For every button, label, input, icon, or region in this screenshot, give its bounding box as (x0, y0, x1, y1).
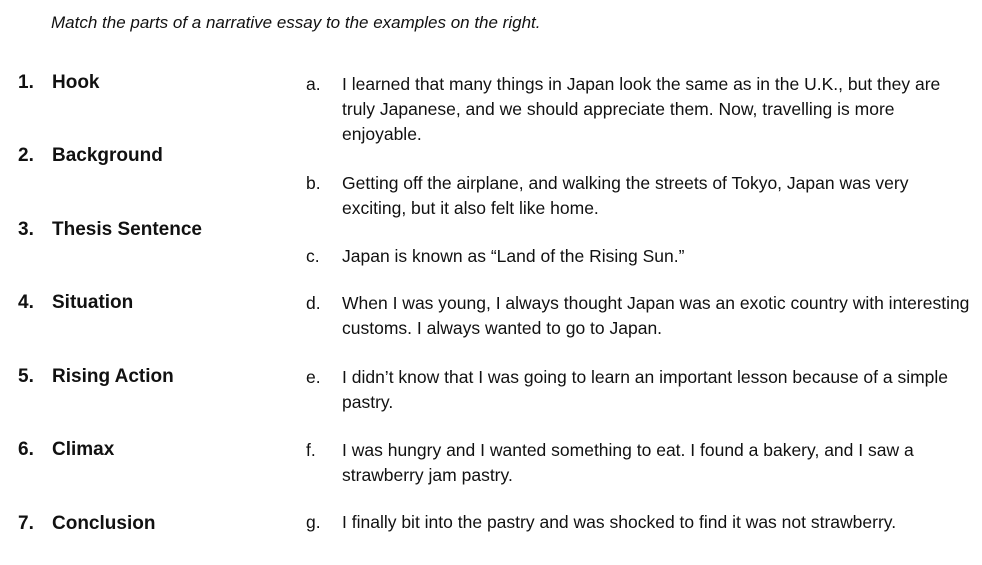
example-item-f (306, 438, 976, 488)
part-number: 4. (18, 292, 34, 313)
example-item-a (306, 72, 976, 147)
example-item-c (306, 244, 976, 269)
part-label: Hook (52, 72, 100, 93)
part-label: Situation (52, 292, 134, 313)
part-label: Rising Action (52, 366, 174, 387)
example-text: I was hungry and I wanted something to eat. I found a bakery, and I saw a strawberry jam pastry. (342, 440, 914, 485)
example-letter: e. (306, 367, 321, 387)
example-text: Japan is known as “Land of the Rising Sun.” (342, 246, 685, 266)
example-letter: f. (306, 440, 316, 460)
example-text: I finally bit into the pastry and was shocked to find it was not strawberry. (342, 512, 897, 532)
part-label: Background (52, 145, 163, 166)
example-letter: d. (306, 293, 321, 313)
example-text: Getting off the airplane, and walking the streets of Tokyo, Japan was very exciting, but it also felt like home. (342, 173, 909, 218)
example-letter: g. (306, 512, 321, 532)
example-text: I didn’t know that I was going to learn an important lesson because of a simple pastry. (342, 367, 949, 412)
example-item-g (306, 510, 976, 535)
example-text: When I was young, I always thought Japan was an exotic country with interesting customs. I always wanted to go to Japan. (342, 293, 970, 338)
part-item-conclusion (18, 513, 155, 535)
example-item-d (306, 291, 976, 341)
part-number: 6. (18, 439, 34, 460)
part-number: 7. (18, 513, 34, 534)
part-label: Climax (52, 439, 115, 460)
example-letter: a. (306, 74, 321, 94)
example-letter: b. (306, 173, 321, 193)
part-label: Thesis Sentence (52, 219, 202, 240)
part-item-background (18, 145, 163, 167)
example-text: I learned that many things in Japan look the same as in the U.K., but they are truly Japanese, and we should appreciate them. Now, travelling is more enjoyable. (342, 74, 941, 144)
example-item-b (306, 171, 976, 221)
part-number: 1. (18, 72, 34, 93)
part-item-thesis-sentence (18, 219, 202, 241)
part-label: Conclusion (52, 513, 156, 534)
part-item-climax (18, 439, 114, 461)
instructions-text: Match the parts of a narrative essay to the examples on the right. (51, 13, 541, 32)
part-item-rising-action (18, 366, 174, 388)
part-number: 5. (18, 366, 34, 387)
part-number: 3. (18, 219, 34, 240)
example-letter: c. (306, 246, 320, 266)
part-number: 2. (18, 145, 34, 166)
example-item-e (306, 365, 976, 415)
part-item-hook (18, 72, 100, 94)
part-item-situation (18, 292, 133, 314)
